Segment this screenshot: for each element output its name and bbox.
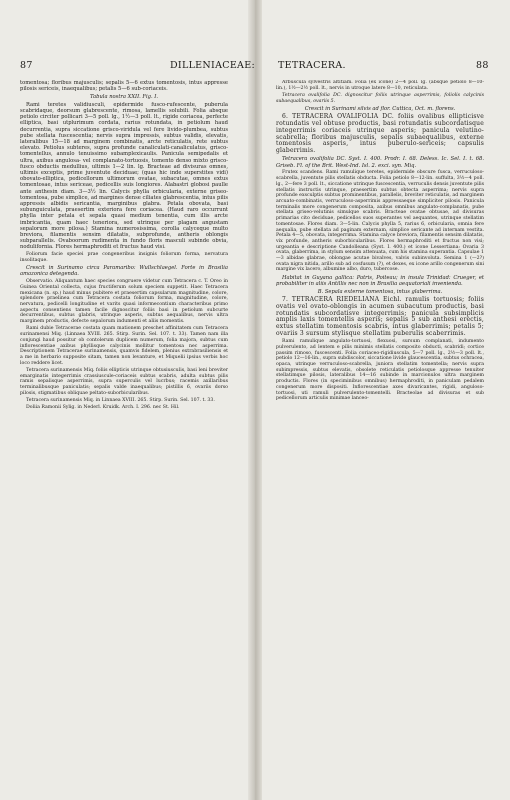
species-heading: 6. TETRACERA OVALIFOLIA DC. foliis ovalibus ellipticisve rotundatis vel obtuse productis, basi rotundatis subcordatisque integerrimis coriaceis utrinque asperis; panicula velutino-scabrella; floribus majusculis, sepalis subaequalibus, externe tomentosis asperis, intus puberulo-sericeis; capsulis glaberrimis. bbox=[276, 113, 484, 155]
text-paragraph: Tetracera surinamensis Miq. foliis ellipticis utrinque obtusiusculis, basi leni breviter emarginatis integerrimis crassiuscule-coriaceis subtus scabris, adulta subtus pilis ramis sepalisque asperrimis, supra superculis vel lucrbus; racemis axillaribus terminalibusque paniculatis; sepalis valde inaequalibus; pistillis 6, ovariis dorso pilosis, stigmatibus obliquae peltato-suborbicularibus. bbox=[20, 368, 228, 396]
text-paragraph: Tetracera surinamensis Miq. in Linnaea XVIII. 265. Stirp. Surin. Sel. 107. t. 33. bbox=[26, 398, 215, 404]
text-paragraph: Tetracera ovalifolia DC. Syst. I. 400. Prodr. I. 68. Deless. Ic. Sel. I. t. 68. Griseb. Fl. of the Brit. West-Ind. Isl. 2. exci. syn. Miq. bbox=[276, 156, 484, 169]
species-heading: 7. TETRACERA RIEDELIANA Eichl. ramulis tortuosis; foliis ovatis vel ovato-oblongis in acumen subacutum productis, basi rotundatis subcordatisve integerrimis; panicula subsimplicis amplis laxis tomentellis asperis; sepalis 5 sub anthesi erectis, extus stellatim tomentosis scabris, intus glaberrimis; petalis 5; ovariis 3 sursum stylisque stellatim puberulis scaberrimis. bbox=[276, 295, 484, 337]
running-header bbox=[0, 60, 510, 74]
text-paragraph: Tetracera ovalifolia DC. dignoscitur foliis utrinque asperrimis, foliolis calycinis subaequalibus, ovariis 5. bbox=[276, 93, 484, 104]
text-paragraph: Crescit in Surinami silvis ad flor. Cuttica, Oct. m. florens. bbox=[304, 106, 456, 112]
text-paragraph: Tabula nostra XXII. Fig. I. bbox=[89, 94, 158, 100]
left-text-column bbox=[20, 80, 228, 770]
running-title: DILLENIACEAE: bbox=[170, 60, 255, 71]
right-text-column bbox=[276, 80, 484, 770]
text-paragraph: B. Sepala externe tomentosa, intus glaberrima. bbox=[317, 288, 443, 295]
text-paragraph: tomentosa; floribus majusculis; sepalis 5—6 extus tomentosis, intus appresse pilosis sericeis, inaequalibus; petalis 5—6 sub-coriaceis. bbox=[20, 80, 228, 93]
running-subtitle: TETRACERA. bbox=[278, 60, 346, 71]
text-paragraph: Observatio. Aliquantum haec species congruere videtur cum Tetracera c. T. Oreo in Guinea Oriental collecta, cujus fructiferum solum speciem suppetit. Haec Tetracera mexicana (n. sp.) haud minus pubitere et praesertim capsularum magnitudine, colore, splendore praelinea cum Tetracera costata foliorum forma, magnitudine, colore, nervatura, pedicelli longitudine et varits quasi informecontium characteribus primo aspectu consentiens tamen facile dignoscitur foliis basi in petiolum subcurte decurrentibus, subtus glabris, utrinque asperis, subtus aequalibus, nervis ultra marginem productis, defecte sepalorum indumenti et aliis momentis. bbox=[20, 279, 228, 325]
page-number-right: 88 bbox=[476, 60, 489, 71]
text-paragraph: Foliorum facie speciei prae congeneribus insignis foliorum forma, nervatura insolitaque. bbox=[20, 252, 228, 263]
text-paragraph: Rami teretes validiusculi, epidermide fusco-rufescente, puberula scabridaque, deorsum glabrescente, rimosa, lamellis solubili. Folia absque petiolo circiter pollicari 3—5 poll. lg., 1½—3 poll. lt., rigide coriacea, perfecte elliptica, basi utplurimum cordata, rarius rotundata, in petiolum haud decurrentia, supra siccatione grisco-viridula vel fere livido-plumbea, subtus pube stellata fuscescentia; nervis supra impressis, subtus validis, elevatis, lateralibus 15—18 ad marginem combinatis, arcte reticulatis, rete subtus elevato. Petiolus subteres, supra profunde canaliculati-canaliculatus, grisco-tomentellus, annulo tenuissimo subamplexicaulis. Panicula semipedalis et ultra, axibus angulosa- vel complanato-tortuosis, tomento denso mixto grisco-fusco obductis medullius, ultimis 1—2 lin. lg. Bracteae ad divisuras omnes, ultimis exceptis, prime juventute deciduae; (quas hic inde superstites vidi) obovato-elliptica, pedicellorum ultimorum ovatae, subacutae, omnes extus tomentosae, intus sericeae, pedicellis suis longiores. Alabastri globosi paulle ante anthesin diam. 3—3½ lin. Calycis phylla orbicularia, externe griseo-tomentosa, pube simplice, ad margines dense ciliates glabrescentia, intus pilis appressis albidis sericantia, marginibus glabra. Petala obovata, basi subunguiculata, praesertim exteriora fere coriacea. (Haud raro occurrunt phylla inter petala et sepala quasi medium tenentia, cum illis arcte imbricantia, quam haec teneriora, sed utrinque per plagam angustam sepalorum more pilosa.) Stamina numerosissima, corolla calyceque multo breviora, filamentis sensim dilatatis, subprofunde, antheris oblongis subparallelis. Ovaboorum rudimenta in fundo floris masculi subinde obvia, nodulifornia. Flores hermaphroditi et fructus haud visi. bbox=[20, 101, 228, 251]
text-paragraph: Frutex scandens. Rami ramulique teretes, epidermide obscure fusca, verruculoso-scabrella, juventute pilis stellatis obducta. Folia petiolo 8—12-lin. suffulta, 3½—4 poll. lg., 2—fere 3 poll. lt., siccatione utrinque fuscescentia, verruculis densis juventute pilis stellatis instructis utrinque, praesertim subtus obtecta asperrima; nervis supra profunde exsculptis subtus prominentibus, parallelis, breviter reticulatis, ad marginem arcuato-combinatis, verruculoso-asperrimis appressaeque simpliciter pilosis. Panicula terminalis more congenerum composita, axibus omnibus angulato-complanatis, pube stellata griseo-velutinis simulque scabris. Bracteae ovatae obtusae, ad divisuras primarias cito deciduae, pedicellos suos superantes vel aequantes, utrinque stellatim tomentosae. Flores diam. 3—5-lin. Calycis phylla 5, rarius 6, orbicularia, omnia fere aequalia, pube stellata ad paginam externam, simplice sericante ad internam vestita. Petala 4—5, obovata, integerrima. Stamina calyce breviora, filamentis sensim dilatatis, vix profunde, antheris suborbicularibus. Flores hermaphroditi et fructus non visi; urgeantia e descriptione Candolleana (Syst. I. 400.) et icone Lessertiana: Ovaria 3 ovata, glaberrima, in stylum sensim attenuata, cum his stamina superantia. Capsulae 1—3 albidae glabrae, oblongae acutae bivalves, valvis subinvoluta. Semina 1 (—2?) ovata nigra nitida, arillo sub ad cosfusum (?), et dexes, ex icone arillo congenerum sini margine vix lacero, albumine albo, duro, tubercose. bbox=[276, 170, 484, 273]
book-spine bbox=[248, 0, 262, 800]
page-number-left: 87 bbox=[20, 60, 33, 71]
text-paragraph: Habitat in Guyana gallica: Patris, Poiteau; in insula Trinidad: Crueger, et probabiliter in aliis Antillis nec non in Brasilia aequatoriali inveniendа. bbox=[276, 274, 484, 287]
text-paragraph: Rami dubie Tetracerae costata quam mationem preschet affinitatem cum Tetracera surinamensi Miq. (Linnaea XVIII. 265. Stirp. Surin. Sel. 107. t. 33). Tamen nam illa conjungi haud possitur ob contolerum duplicem numerum, folia majora, subtus cum inflorescentiae axibus phyllisque calycinis mollitur tomentosa nec asperrima. Descriptionem Tetracerae surinamensis, quamvis fidelem, plenius extrabrasiliensis et a me in herbario supposite sitam, tamen non levanture, et Miquelii ipsius verbis hoc loco reddere licet. bbox=[20, 326, 228, 366]
text-paragraph: Doliia Ramonii Sylig. in Nederl. Kruidk. Arch. I. 296. nec St. Hil. bbox=[26, 405, 180, 411]
text-paragraph: Rami ramulique angulato-tortuosi, flexuosi, sursum complanati, indumento pulverulento, ad lentem e pilis minimis stellatis composito obducti, scabridi; cortice passim rimoso, fuscescenti. Folia coriaceo-rigidiuscula, 5—7 poll. lg., 2½—3 poll. lt., petiolo 12—16-lin., supra subdiscolor, siccatione livide glaucescentia, subtus ochracea, opaca, utrinque verruculoso-scabrella, juniora stellatim tomentella; nervis supra subimpressis, subtus elevatis, obsolete reticulatis petiolosque appresse tenuiter stellatimque pilosis, lateralibus 14—16 subinde in marcionulos ultra marginem productis. Flores (in speciminibus omnibus) hermaphroditi, in paniculam pedalem congenerum more dispositi. Inflorescentiae axes divaricantes, rigidi, anguloso-tortuosi, uti ramuli pulverulento-tomentelli. Bracteolae ad divisuras et sub pedicellorum articulis minimae lanceo- bbox=[276, 339, 484, 402]
text-paragraph: Crescit in Surinamo circa Paramaribo: Wullschlaegel. Forte in Brasilia amazonica detegenda. bbox=[20, 265, 228, 278]
text-paragraph: Arbuscula sylvestris altitiam. Folia (ex icone) 2—4 poll. lg. (absque petiolo 8—10-lin.), 1½—2½ poll. lt., nervis in utroque latere 8—10, reticulata. bbox=[276, 80, 484, 91]
